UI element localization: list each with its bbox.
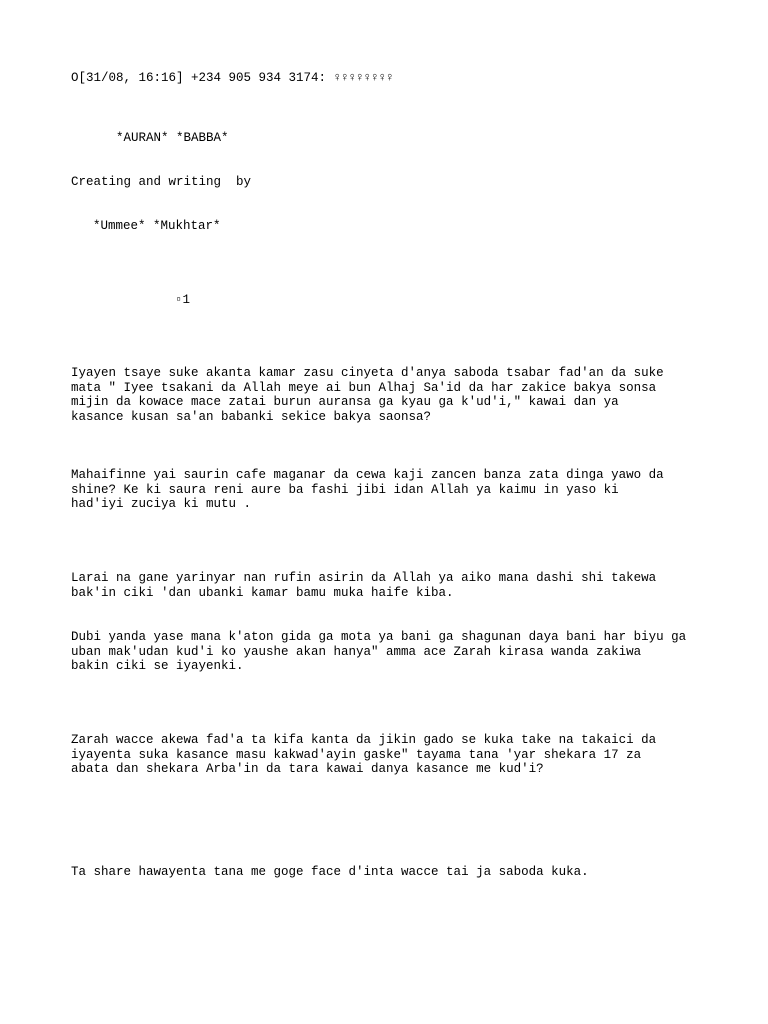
author-name: *Ummee* *Mukhtar*	[93, 219, 221, 233]
paragraph-6: Ta share hawayenta tana me goge face d'inta wacce tai ja saboda kuka.	[71, 865, 589, 879]
credit-label: Creating and writing by	[71, 175, 252, 189]
paragraph-1: Iyayen tsaye suke akanta kamar zasu cinyeta d'anya saboda tsabar fad'an da suke mata " Iyee tsakani da Allah meye ai bun Alhaj Sa'id da har zakice bakya sonsa mijin da kowace mace zatai burun auransa ga kyau ga k'ud'i," kawai dan ya kasance kusan sa'an babanki sekice bakya saonsa?	[71, 366, 664, 424]
chapter-number: ▫1	[175, 293, 191, 307]
paragraph-3: Larai na gane yarinyar nan rufin asirin da Allah ya aiko mana dashi shi takewa bak'in ciki 'dan ubanki kamar bamu muka haife kiba.	[71, 571, 657, 600]
message-header-line: O[31/08, 16:16] +234 905 934 3174: ♀♀♀♀♀♀♀♀	[71, 71, 394, 85]
paragraph-2: Mahaifinne yai saurin cafe maganar da cewa kaji zancen banza zata dinga yawo da shine? Ke ki saura reni aure ba fashi jibi idan Allah ya kaimu in yaso ki had'iyi zuciya ki mutu .	[71, 468, 664, 511]
story-title: *AURAN* *BABBA*	[116, 131, 229, 145]
paragraph-5: Zarah wacce akewa fad'a ta kifa kanta da jikin gado se kuka take na takaici da iyayenta suka kasance masu kakwad'ayin gaske" tayama tana 'yar shekara 17 za abata dan shekara Arba'in da tara kawai danya kasance me kud'i?	[71, 733, 657, 776]
paragraph-4: Dubi yanda yase mana k'aton gida ga mota ya bani ga shagunan daya bani har biyu ga uban mak'udan kud'i ko yaushe akan hanya" amma ace Zarah kirasa wanda zakiwa bakin ciki se iyayenki.	[71, 630, 687, 673]
